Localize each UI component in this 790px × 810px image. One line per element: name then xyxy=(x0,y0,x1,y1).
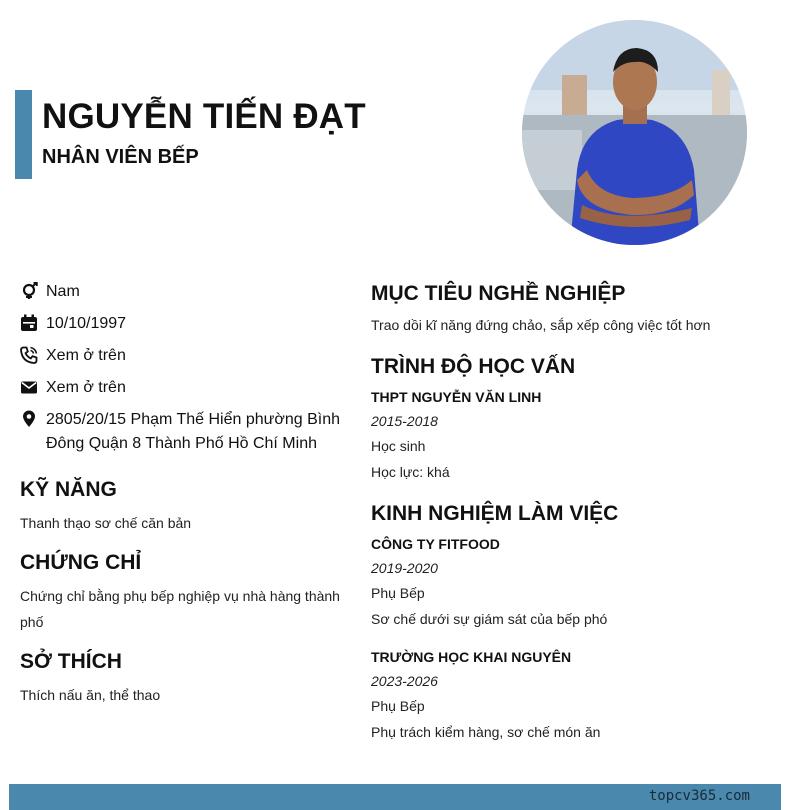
education-role: Học sinh xyxy=(371,438,426,454)
email-row xyxy=(20,376,350,400)
phone-row xyxy=(20,344,350,368)
experience-detail: Sơ chế dưới sự giám sát của bếp phó xyxy=(371,611,608,627)
skills-title: KỸ NĂNG xyxy=(20,478,117,501)
footer-site: topcv365.com xyxy=(648,788,750,804)
birthday-value: 10/10/1997 xyxy=(46,315,127,332)
education-school: THPT NGUYỄN VĂN LINH xyxy=(371,389,542,405)
birthday-row xyxy=(20,312,350,336)
experience-role: Phụ Bếp xyxy=(371,698,425,714)
experience-period: 2023-2026 xyxy=(371,673,438,689)
candidate-name: NGUYỄN TIẾN ĐẠT xyxy=(42,97,366,136)
hobbies-text: Thích nấu ăn, thể thao xyxy=(20,687,161,703)
experience-title: KINH NGHIỆM LÀM VIỆC xyxy=(371,502,619,525)
experience-company: TRƯỜNG HỌC KHAI NGUYÊN xyxy=(371,649,572,665)
footer-bar xyxy=(9,784,781,810)
address-row xyxy=(20,408,350,456)
education-detail: Học lực: khá xyxy=(371,464,450,480)
phone-value: Xem ở trên xyxy=(46,347,126,364)
education-title: TRÌNH ĐỘ HỌC VẤN xyxy=(371,355,576,378)
certificates-text: Chứng chỉ bằng phụ bếp nghiệp vụ nhà hàng thành phố xyxy=(20,588,340,630)
experience-role: Phụ Bếp xyxy=(371,585,425,601)
location-icon xyxy=(20,410,38,428)
objective-title: MỤC TIÊU NGHỀ NGHIỆP xyxy=(371,282,626,305)
job-title: NHÂN VIÊN BẾP xyxy=(42,146,199,168)
experience-period: 2019-2020 xyxy=(371,560,438,576)
objective-text: Trao dồi kĩ năng đứng chảo, sắp xếp công việc tốt hơn xyxy=(371,317,711,333)
accent-bar xyxy=(15,90,32,179)
address-value: 2805/20/15 Phạm Thế Hiển phường Bình Đông Quận 8 Thành Phố Hồ Chí Minh xyxy=(46,411,340,452)
hobbies-title: SỞ THÍCH xyxy=(20,650,122,673)
skills-text: Thanh thạo sơ chế căn bản xyxy=(20,515,192,531)
certificates-title: CHỨNG CHỈ xyxy=(20,551,142,574)
experience-company: CÔNG TY FITFOOD xyxy=(371,536,500,552)
gender-row xyxy=(20,280,350,304)
experience-detail: Phụ trách kiểm hàng, sơ chế món ăn xyxy=(371,724,601,740)
education-period: 2015-2018 xyxy=(371,413,438,429)
gender-icon xyxy=(20,282,38,300)
email-icon xyxy=(20,378,38,396)
gender-value: Nam xyxy=(46,283,80,300)
profile-photo xyxy=(522,20,747,245)
calendar-icon xyxy=(20,314,38,332)
phone-icon xyxy=(20,346,38,364)
email-value: Xem ở trên xyxy=(46,379,126,396)
